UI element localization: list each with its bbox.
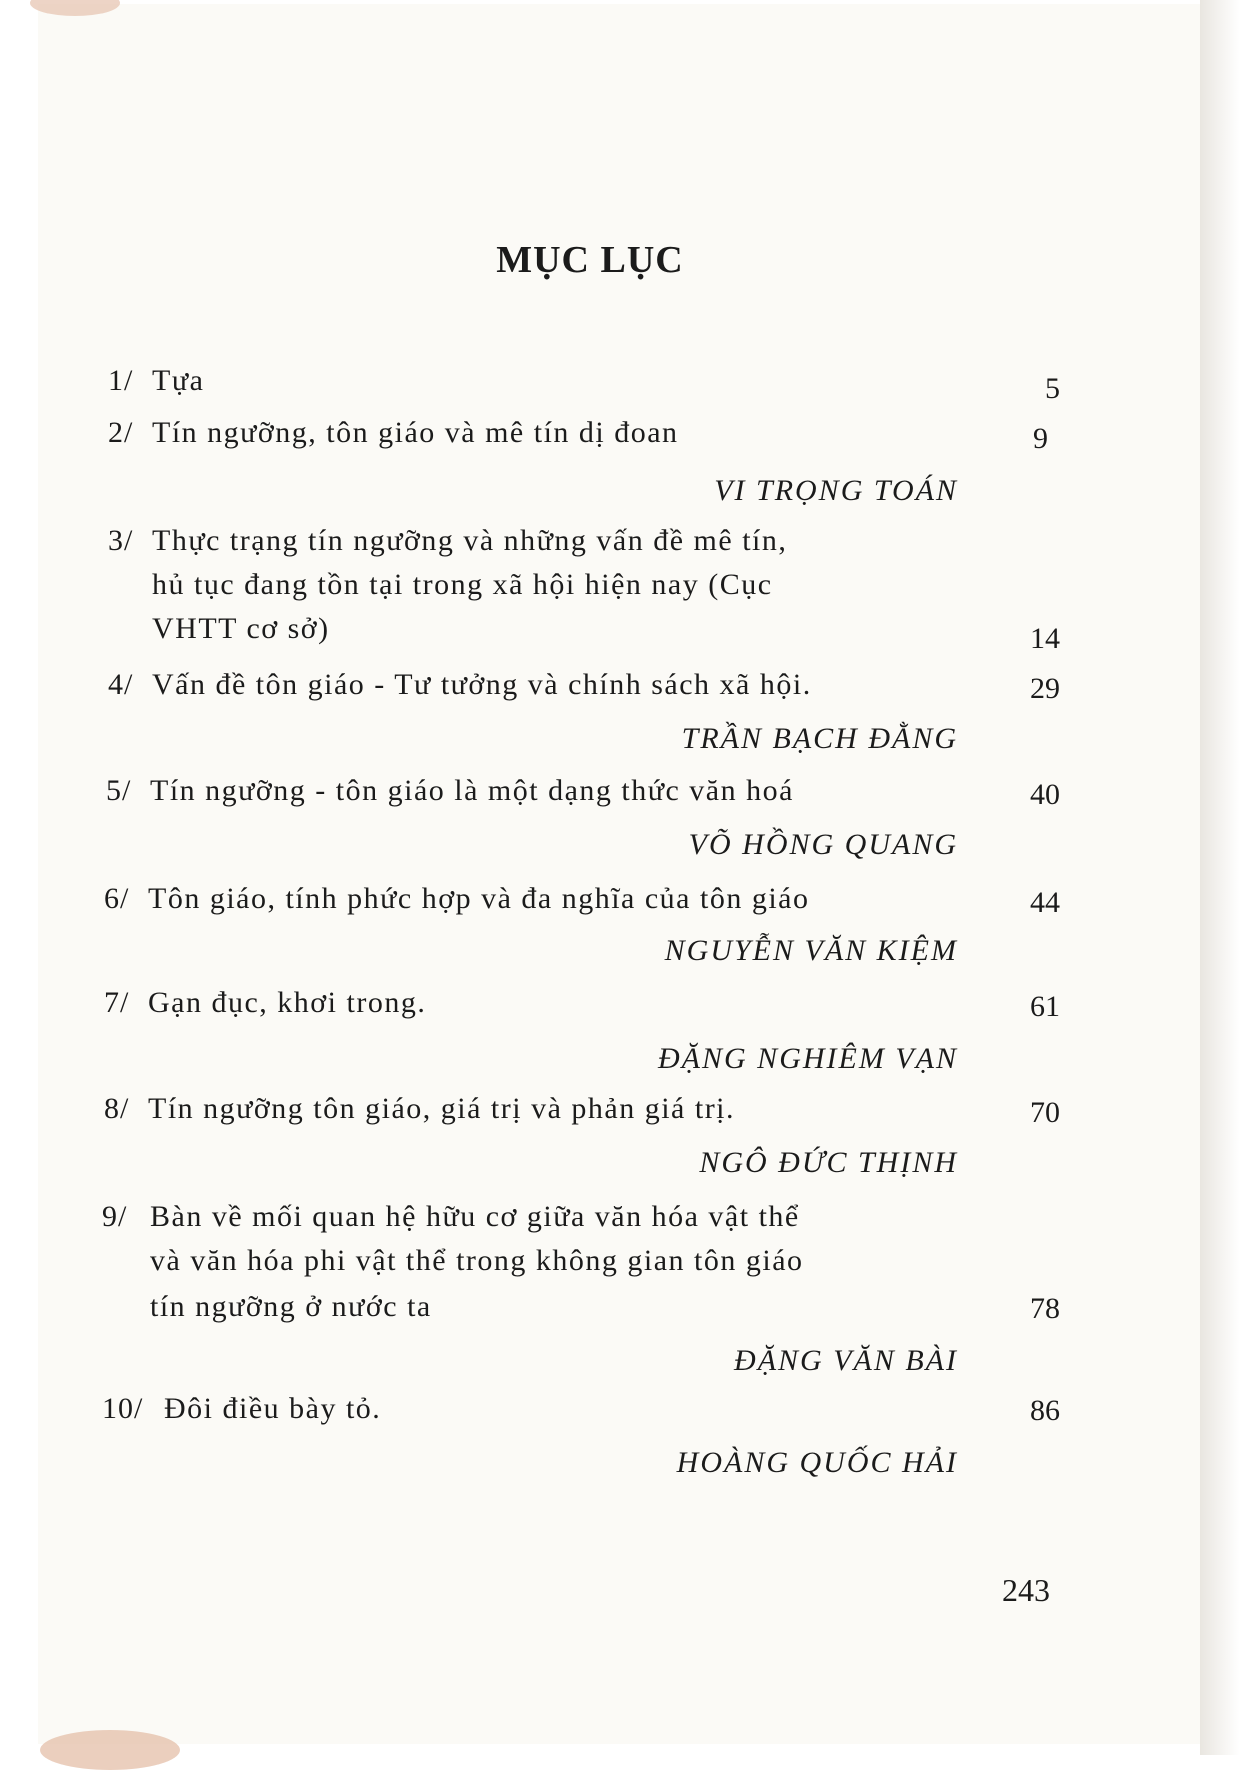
entry-page: 70: [1030, 1096, 1060, 1129]
entry-author: VÕ HỒNG QUANG: [688, 828, 958, 861]
entry-page: 61: [1030, 990, 1060, 1023]
page-edge-shadow: [1200, 0, 1240, 1755]
entry-number: 7/: [104, 986, 130, 1019]
entry-page: 9: [1033, 422, 1048, 455]
entry-title-line: tín ngưỡng ở nước ta: [150, 1290, 432, 1323]
entry-number: 4/: [108, 668, 134, 701]
entry-number: 8/: [104, 1092, 130, 1125]
entry-number: 5/: [106, 774, 132, 807]
entry-author: ĐẶNG NGHIÊM VẠN: [658, 1042, 958, 1075]
entry-number: 3/: [108, 524, 134, 557]
entry-author: ĐẶNG VĂN BÀI: [734, 1344, 958, 1377]
entry-page: 5: [1045, 372, 1060, 405]
entry-number: 6/: [104, 882, 130, 915]
entry-title: Vấn đề tôn giáo - Tư tưởng và chính sách xã hội.: [152, 668, 812, 701]
entry-number: 9/: [102, 1200, 128, 1233]
entry-page: 44: [1030, 886, 1060, 919]
entry-page: 86: [1030, 1394, 1060, 1427]
entry-author: TRẦN BẠCH ĐẰNG: [681, 722, 958, 755]
thumb-mark-bottom: [40, 1730, 180, 1770]
entry-title: Đôi điều bày tỏ.: [164, 1392, 382, 1425]
entry-title-line: Thực trạng tín ngưỡng và những vấn đề mê tín,: [152, 524, 788, 557]
entry-title: Tựa: [152, 364, 205, 397]
entry-title-line: và văn hóa phi vật thể trong không gian tôn giáo: [150, 1244, 804, 1277]
entry-page: 78: [1030, 1292, 1060, 1325]
entry-title-line: VHTT cơ sở): [152, 612, 330, 645]
entry-author: HOÀNG QUỐC HẢI: [676, 1446, 958, 1479]
entry-page: 40: [1030, 778, 1060, 811]
entry-number: 2/: [108, 416, 134, 449]
entry-author: NGÔ ĐỨC THỊNH: [699, 1146, 958, 1179]
entry-title-line: hủ tục đang tồn tại trong xã hội hiện nay (Cục: [152, 568, 773, 601]
entry-title: Tín ngưỡng - tôn giáo là một dạng thức văn hoá: [150, 774, 794, 807]
entry-title-line: Bàn về mối quan hệ hữu cơ giữa văn hóa vật thể: [150, 1200, 800, 1233]
entry-title: Tín ngưỡng tôn giáo, giá trị và phản giá trị.: [148, 1092, 736, 1125]
entry-title: Tôn giáo, tính phức hợp và đa nghĩa của tôn giáo: [148, 882, 810, 915]
entry-author: NGUYỄN VĂN KIỆM: [664, 934, 958, 967]
page-number: 243: [1002, 1572, 1050, 1608]
entry-number: 10/: [102, 1392, 144, 1425]
entry-page: 14: [1030, 622, 1060, 655]
entry-page: 29: [1030, 672, 1060, 705]
entry-author: VI TRỌNG TOÁN: [714, 474, 958, 507]
entry-title: Gạn đục, khơi trong.: [148, 986, 427, 1019]
entry-number: 1/: [108, 364, 134, 397]
entry-title: Tín ngưỡng, tôn giáo và mê tín dị đoan: [152, 416, 679, 449]
page-title: MỤC LỤC: [496, 239, 684, 281]
